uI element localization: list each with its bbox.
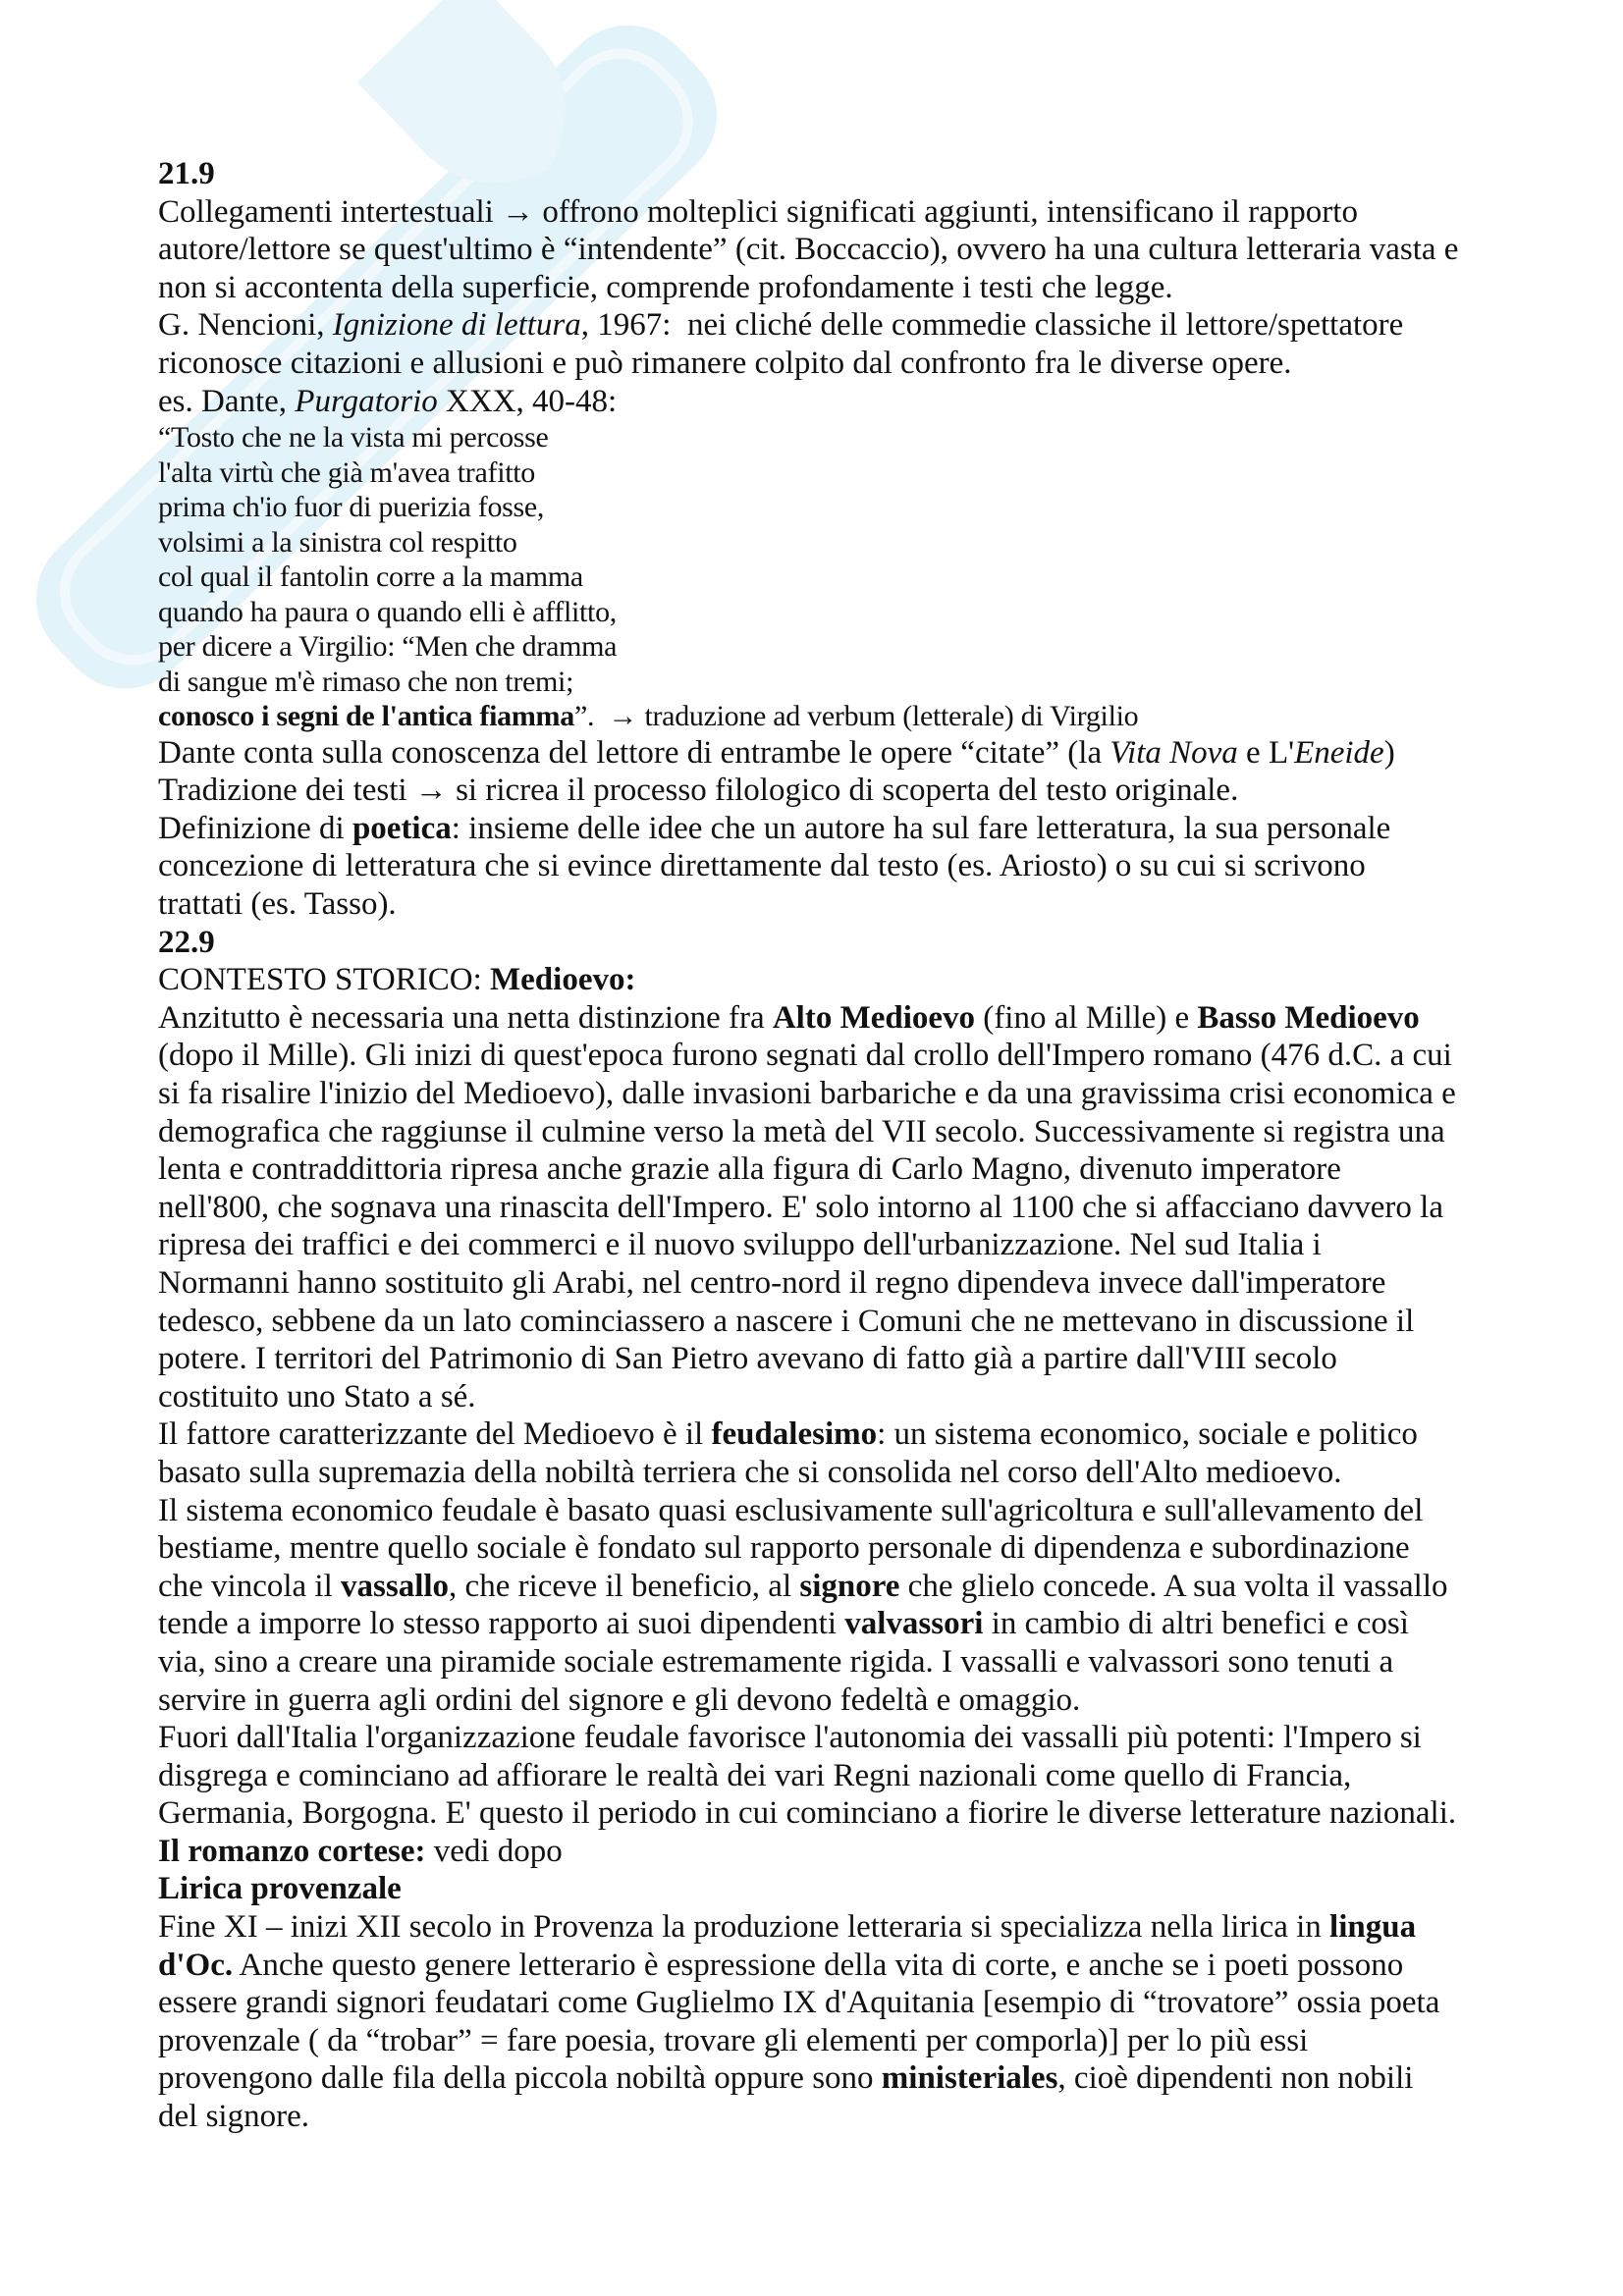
bold-term: d'Oc.: [158, 1947, 234, 1983]
text-line: [158, 231, 1493, 269]
text-segment: (fino al Mille) e: [975, 999, 1198, 1036]
text-line: [158, 1682, 1493, 1720]
text-segment: trattati (es. Tasso).: [158, 886, 397, 923]
text-segment: servire in guerra agli ordini del signore e gli devono fedeltà e omaggio.: [158, 1682, 1081, 1718]
text-segment: riconosce citazioni e allusioni e può rimanere colpito dal confronto fra le diverse opere.: [158, 345, 1292, 381]
text-segment: per dicere a Virgilio: “Men che dramma: [158, 630, 618, 664]
text-segment: tedesco, sebbene da un lato cominciassero a nascere i Comuni che ne mettevano in discussione il: [158, 1303, 1415, 1339]
italic-title: Purgatorio: [295, 383, 438, 419]
text-segment: ”. → traduzione ad verbum (letterale) di Virgilio: [573, 700, 1139, 733]
text-line: [158, 1415, 1493, 1454]
text-segment: volsimi a la sinistra col respitto: [158, 525, 517, 559]
bold-term: conosco i segni de l'antica fiamma: [158, 700, 574, 733]
text-segment: essere grandi signori feudatari come Guglielmo IX d'Aquitania [esempio di “trovatore” ossia poeta: [158, 1985, 1440, 2021]
text-segment: che vincola il: [158, 1568, 342, 1604]
text-line: [158, 734, 1493, 773]
quote-line: [158, 420, 1493, 455]
text-segment: Anzitutto è necessaria una netta distinzione fra: [158, 999, 773, 1036]
quote-line: [158, 595, 1493, 630]
text-line: [158, 269, 1493, 307]
quote-line: [158, 455, 1493, 491]
text-line: [158, 1226, 1493, 1264]
text-line: [158, 1340, 1493, 1378]
text-line: [158, 1719, 1493, 1757]
bold-term: poetica: [352, 810, 452, 846]
text-segment: basato sulla supremazia della nobiltà terriera che si consolida nel corso dell'Alto medioevo.: [158, 1454, 1342, 1490]
text-segment: provenzale ( da “trobar” = fare poesia, trovare gli elementi per comporla)] per lo più essi: [158, 2022, 1309, 2058]
text-line: [158, 1794, 1493, 1833]
text-segment: l'alta virtù che già m'avea trafitto: [158, 455, 536, 489]
text-line: [158, 1303, 1493, 1341]
text-segment: ): [1383, 734, 1395, 771]
text-segment: G. Nencioni,: [158, 307, 333, 344]
text-segment: autore/lettore se quest'ultimo è “intendente” (cit. Boccaccio), ovvero ha una cultura letteraria vasta e: [158, 232, 1459, 268]
text-segment: non si accontenta della superficie, comprende profondamente i testi che legge.: [158, 269, 1173, 305]
text-segment: col qual il fantolin corre a la mamma: [158, 561, 583, 594]
text-segment: vedi dopo: [425, 1833, 563, 1869]
text-segment: bestiame, mentre quello sociale è fondato sul rapporto personale di dipendenza e subordinazione: [158, 1530, 1410, 1567]
text-line: [158, 1605, 1493, 1643]
text-segment: in cambio di altri benefici e così: [983, 1606, 1409, 1642]
text-segment: lenta e contraddittoria ripresa anche grazie alla figura di Carlo Magno, divenuto imperatore: [158, 1151, 1341, 1188]
text-segment: , che riceve il beneficio, al: [449, 1568, 800, 1604]
text-segment: si fa risalire l'inizio del Medioevo), dalle invasioni barbariche e da una gravissima crisi economica e: [158, 1076, 1456, 1111]
text-segment: Il fattore caratterizzante del Medioevo è il: [158, 1416, 712, 1453]
text-line: [158, 1908, 1493, 1947]
text-segment: via, sino a creare una piramide sociale estremamente rigida. I vassalli e valvassori sono tenuti a: [158, 1643, 1394, 1680]
text-segment: , 1967: nei cliché delle commedie classiche il lettore/spettatore: [580, 307, 1404, 344]
text-line: [158, 2022, 1493, 2060]
text-line: [158, 1150, 1493, 1189]
text-line: [158, 1568, 1493, 1606]
text-line: [158, 1757, 1493, 1795]
text-segment: demografica che raggiunse il culmine verso la metà del VII secolo. Successivamente si registra una: [158, 1113, 1445, 1149]
text-line: [158, 1264, 1493, 1303]
text-line: [158, 306, 1493, 345]
text-segment: Germania, Borgogna. E' questo il periodo in cui cominciano a fiorire le diverse letterature nazionali.: [158, 1795, 1457, 1832]
text-line: [158, 999, 1493, 1038]
bold-term: Il romanzo cortese:: [158, 1833, 426, 1869]
text-line: [158, 1984, 1493, 2022]
text-segment: nell'800, che sognava una rinascita dell'Impero. E' solo intorno al 1100 che si affacciano davvero la: [158, 1189, 1443, 1225]
text-segment: Fuori dall'Italia l'organizzazione feudale favorisce l'autonomia dei vassalli più potenti: l'Impero si: [158, 1720, 1422, 1756]
italic-title: Vita Nova: [1109, 734, 1238, 771]
text-segment: XXX, 40-48:: [437, 383, 618, 419]
text-segment: e L': [1237, 734, 1295, 771]
text-line: [158, 383, 1493, 421]
text-line: [158, 810, 1493, 848]
bold-term: valvassori: [844, 1606, 984, 1642]
text-segment: (dopo il Mille). Gli inizi di quest'epoca furono segnati dal crollo dell'Impero romano (476 d.C. a cui: [158, 1038, 1452, 1074]
text-line: [158, 772, 1493, 810]
text-segment: Definizione di: [158, 810, 352, 846]
text-segment: : insieme delle idee che un autore ha sul fare letteratura, la sua personale: [451, 810, 1391, 846]
text-segment: Fine XI – inizi XII secolo in Provenza la produzione letteraria si specializza nella lirica in: [158, 1909, 1330, 1946]
text-segment: di sangue m'è rimaso che non tremi;: [158, 665, 574, 698]
text-segment: “Tosto che ne la vista mi percosse: [158, 421, 549, 454]
text-line: [158, 2059, 1493, 2098]
text-segment: Normanni hanno sostituito gli Arabi, nel centro-nord il regno dipendeva invece dall'imperatore: [158, 1264, 1386, 1301]
text-segment: disgrega e cominciano ad affiorare le realtà dei vari Regni nazionali come quello di Francia,: [158, 1757, 1352, 1793]
text-line: [158, 1189, 1493, 1227]
quote-line: [158, 490, 1493, 525]
italic-title: Ignizione di lettura: [332, 307, 581, 344]
text-segment: Collegamenti intertestuali → offrono molteplici significati aggiunti, intensificano il rapporto: [158, 193, 1358, 230]
section-heading: [158, 961, 1493, 999]
bold-term: Medioevo:: [490, 962, 636, 998]
bold-term: Alto Medioevo: [772, 999, 976, 1036]
text-line: [158, 1037, 1493, 1075]
bold-term: Basso Medioevo: [1197, 999, 1420, 1036]
section-date: 21.9: [158, 156, 215, 191]
text-segment: provengono dalle fila della piccola nobiltà oppure sono: [158, 2060, 882, 2097]
text-segment: CONTESTO STORICO:: [158, 962, 490, 998]
section-date: 22.9: [158, 924, 215, 960]
text-segment: : un sistema economico, sociale e politico: [877, 1416, 1418, 1453]
text-segment: potere. I territori del Patrimonio di San Pietro avevano di fatto già a partire dall'VIII secolo: [158, 1341, 1337, 1377]
text-line: [158, 1492, 1493, 1530]
text-segment: del signore.: [158, 2099, 309, 2135]
quote-line: [158, 560, 1493, 595]
text-segment: Anche questo genere letterario è espressione della vita di corte, e anche se i poeti possono: [233, 1947, 1404, 1983]
text-segment: che glielo concede. A sua volta il vassallo: [899, 1568, 1448, 1604]
bold-term: signore: [799, 1568, 900, 1604]
text-line: [158, 847, 1493, 885]
text-segment: Il sistema economico feudale è basato quasi esclusivamente sull'agricoltura e sull'allevamento del: [158, 1492, 1424, 1528]
document-body: [158, 155, 1493, 2136]
subsection-heading: Lirica provenzale: [158, 1871, 402, 1907]
bold-term: feudalesimo: [711, 1416, 878, 1453]
dante-quotation: [158, 420, 1493, 734]
text-line: [158, 1378, 1493, 1416]
text-segment: concezione di letteratura che si evince direttamente dal testo (es. Ariosto) o su cui si scrivono: [158, 848, 1366, 884]
text-segment: es. Dante,: [158, 383, 296, 419]
text-segment: tende a imporre lo stesso rapporto ai suoi dipendenti: [158, 1606, 845, 1642]
text-line: [158, 1833, 1493, 1871]
italic-title: Eneide: [1294, 734, 1384, 771]
text-segment: Dante conta sulla conoscenza del lettore di entrambe le opere “citate” (la: [158, 734, 1110, 771]
text-line: [158, 345, 1493, 383]
text-segment: quando ha paura o quando elli è afflitto,: [158, 595, 617, 628]
text-line: [158, 885, 1493, 924]
quote-line: [158, 699, 1493, 734]
text-segment: costituito uno Stato a sé.: [158, 1378, 476, 1415]
text-line: [158, 1113, 1493, 1151]
text-line: [158, 1454, 1493, 1492]
quote-line: [158, 629, 1493, 665]
text-line: [158, 1947, 1493, 1985]
text-line: [158, 2098, 1493, 2136]
quote-line: [158, 665, 1493, 700]
text-segment: , cioè dipendenti non nobili: [1057, 2060, 1414, 2097]
text-segment: ripresa dei traffici e dei commerci e il nuovo sviluppo dell'urbanizzazione. Nel sud Italia i: [158, 1227, 1322, 1263]
text-segment: Tradizione dei testi → si ricrea il processo filologico di scoperta del testo originale.: [158, 773, 1239, 809]
text-line: [158, 1529, 1493, 1568]
text-line: [158, 1643, 1493, 1682]
text-line: [158, 193, 1493, 232]
text-segment: prima ch'io fuor di puerizia fosse,: [158, 491, 545, 524]
bold-term: lingua: [1329, 1909, 1417, 1946]
bold-term: vassallo: [341, 1568, 450, 1604]
quote-line: [158, 525, 1493, 561]
text-line: [158, 1075, 1493, 1113]
bold-term: ministeriales: [881, 2060, 1058, 2097]
